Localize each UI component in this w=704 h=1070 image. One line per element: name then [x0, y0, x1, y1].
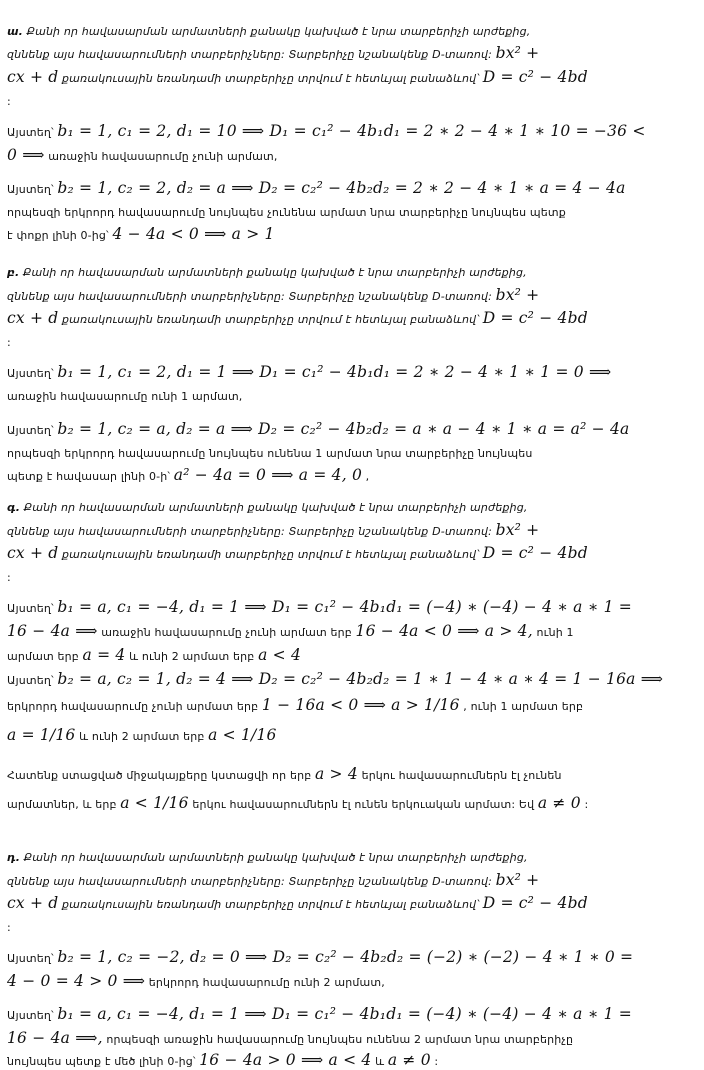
text-line [7, 568, 697, 586]
math-expression: a < 4 [258, 646, 302, 664]
text-segment: Այստեղ՝ [7, 126, 58, 139]
text-line [7, 146, 697, 165]
text-segment: երկու հավասարումներն էլ ունեն երկուական արմատ: Եվ [188, 798, 538, 811]
text-segment: երկրորդ հավասարումը չունի արմատ երբ [7, 700, 262, 713]
text-segment: Հատենք ստացված միջակայքերը կստացվի որ երբ [7, 769, 315, 782]
text-segment: , ունի 1 արմատ երբ [459, 700, 584, 713]
text-segment: զննենք այս հավասարումների տարբերիչները: Տարբերիչը նշանակենք D-տառով: [7, 875, 496, 888]
text-segment: Քանի որ հավասարման արմատների քանակը կախված է նրա տարբերիչի արժեքից, [20, 501, 528, 514]
text-line [7, 646, 697, 665]
section-label: դ. [7, 851, 21, 864]
text-line [7, 444, 697, 462]
text-line [7, 333, 697, 351]
text-segment: Քանի որ հավասարման արմատների քանակը կախված է նրա տարբերիչի արժեքից, [22, 25, 531, 38]
math-expression: b₁ = 1, c₁ = 2, d₁ = 1 ⟹ D₁ = c₁² − 4b₁d₁ = 2 ∗ 2 − 4 ∗ 1 ∗ 1 = 0 ⟹ [57, 363, 612, 381]
math-expression: b₂ = 1, c₂ = −2, d₂ = 0 ⟹ D₂ = c₂² − 4b₂d₂ = (−2) ∗ (−2) − 4 ∗ 1 ∗ 0 = [57, 948, 634, 966]
text-line [7, 225, 697, 244]
math-expression: bx² + [495, 871, 540, 889]
text-line [7, 286, 697, 305]
text-line [7, 622, 697, 641]
math-expression: a > 4 [314, 765, 358, 783]
math-expression: b₂ = a, c₂ = 1, d₂ = 4 ⟹ D₂ = c₂² − 4b₂d₂ = 1 ∗ 1 − 4 ∗ a ∗ 4 = 1 − 16a ⟹ [57, 670, 664, 688]
text-line [7, 68, 697, 87]
text-line [7, 44, 697, 63]
text-segment: երկու հավասարումներն էլ չունեն [357, 769, 562, 782]
math-expression: bx² + [495, 521, 540, 539]
text-segment: Այստեղ՝ [7, 602, 58, 615]
math-expression: a ≠ 0 [537, 794, 581, 812]
math-expression: 16 − 4a > 0 ⟹ a < 4 [199, 1051, 372, 1069]
math-expression: cx + d [7, 68, 59, 86]
text-line [7, 598, 697, 617]
text-segment: առաջին հավասարումը չունի արմատ, [44, 150, 278, 163]
text-segment: քառակուսային եռանդամի տարբերիչը տրվում է հետևյալ բանաձևով՝ [58, 898, 483, 911]
text-segment: Այստեղ՝ [7, 1009, 58, 1022]
text-segment: և [371, 1055, 388, 1068]
math-expression: D = c² − 4bd [482, 894, 588, 912]
math-expression: 1 − 16a < 0 ⟹ a > 1/16 [261, 696, 460, 714]
text-line [7, 22, 697, 40]
math-expression: cx + d [7, 894, 59, 912]
text-segment: : [430, 1055, 439, 1068]
text-segment: նույնպես պետք է մեծ լինի 0-ից՝ [7, 1055, 200, 1068]
math-expression: bx² + [495, 44, 540, 62]
text-line [7, 1029, 697, 1048]
text-segment: որպեսզի երկրորդ հավասարումը նույնպես չունենա արմատ նրա տարբերիչը նույնպես պետք [7, 206, 566, 219]
math-expression: 0 ⟹ [7, 146, 45, 164]
text-line [7, 670, 697, 689]
text-segment: քառակուսային եռանդամի տարբերիչը տրվում է հետևյալ բանաձևով՝ [58, 313, 483, 326]
section-label: գ. [7, 501, 21, 514]
text-segment: քառակուսային եռանդամի տարբերիչը տրվում է հետևյալ բանաձևով՝ [58, 72, 483, 85]
text-line [7, 179, 697, 198]
math-expression: b₁ = 1, c₁ = 2, d₁ = 10 ⟹ D₁ = c₁² − 4b₁d₁ = 2 ∗ 2 − 4 ∗ 1 ∗ 10 = −36 < [57, 122, 646, 140]
math-expression: b₁ = a, c₁ = −4, d₁ = 1 ⟹ D₁ = c₁² − 4b₁d₁ = (−4) ∗ (−4) − 4 ∗ a ∗ 1 = [57, 1005, 632, 1023]
text-line [7, 203, 697, 221]
math-expression: D = c² − 4bd [482, 544, 588, 562]
text-line [7, 871, 697, 890]
text-segment: պետք է հավասար լինի 0-ի՝ [7, 470, 174, 483]
math-expression: D = c² − 4bd [482, 309, 588, 327]
math-expression: 16 − 4a ⟹ [7, 622, 98, 640]
text-line [7, 309, 697, 328]
text-segment: զննենք այս հավասարումների տարբերիչները: Տարբերիչը նշանակենք D-տառով: [7, 48, 496, 61]
text-segment: զննենք այս հավասարումների տարբերիչները: Տարբերիչը նշանակենք D-տառով: [7, 525, 496, 538]
text-segment: և ունի 2 արմատ երբ [75, 730, 209, 743]
text-line [7, 498, 697, 516]
math-expression: b₁ = a, c₁ = −4, d₁ = 1 ⟹ D₁ = c₁² − 4b₁d₁ = (−4) ∗ (−4) − 4 ∗ a ∗ 1 = [57, 598, 632, 616]
text-line [7, 122, 697, 141]
text-line [7, 263, 697, 281]
text-line [7, 387, 697, 405]
text-line [7, 1051, 697, 1070]
math-expression: 4 − 4a < 0 ⟹ a > 1 [112, 225, 275, 243]
text-segment: արմատ երբ [7, 650, 83, 663]
math-expression: cx + d [7, 544, 59, 562]
text-line [7, 726, 697, 745]
text-line [7, 918, 697, 936]
text-segment: որպեսզի երկրորդ հավասարումը նույնպես ունենա 1 արմատ նրա տարբերիչը նույնպես [7, 447, 533, 460]
math-expression: cx + d [7, 309, 59, 327]
math-expression: bx² + [495, 286, 540, 304]
text-line [7, 420, 697, 439]
math-expression: 16 − 4a ⟹, [7, 1029, 103, 1047]
text-segment: : [7, 95, 11, 108]
text-line [7, 363, 697, 382]
text-line [7, 794, 697, 813]
text-line [7, 521, 697, 540]
math-expression: b₂ = 1, c₂ = 2, d₂ = a ⟹ D₂ = c₂² − 4b₂d₂ = 2 ∗ 2 − 4 ∗ 1 ∗ a = 4 − 4a [57, 179, 626, 197]
text-line [7, 92, 697, 110]
text-segment: ունի 1 [532, 626, 574, 639]
text-line [7, 1005, 697, 1024]
text-segment: : [7, 571, 11, 584]
section-label: ա. [7, 25, 23, 38]
text-segment: որպեսզի առաջին հավասարումը նույնպես ունենա 2 արմատ նրա տարբերիչը [102, 1033, 574, 1046]
math-expression: 16 − 4a < 0 ⟹ a > 4, [355, 622, 533, 640]
text-segment: Այստեղ՝ [7, 952, 58, 965]
text-line [7, 696, 697, 715]
math-expression: D = c² − 4bd [482, 68, 588, 86]
text-segment: Քանի որ հավասարման արմատների քանակը կախված է նրա տարբերիչի արժեքից, [20, 851, 528, 864]
text-segment: քառակուսային եռանդամի տարբերիչը տրվում է հետևյալ բանաձևով՝ [58, 548, 483, 561]
text-segment: Այստեղ՝ [7, 183, 58, 196]
text-line [7, 948, 697, 967]
math-expression: a < 1/16 [120, 794, 189, 812]
math-expression: 4 − 0 = 4 > 0 ⟹ [7, 972, 146, 990]
text-segment: Այստեղ՝ [7, 424, 58, 437]
math-expression: a = 4 [82, 646, 126, 664]
text-line [7, 765, 697, 784]
text-line [7, 544, 697, 563]
text-segment: Քանի որ հավասարման արմատների քանակը կախված է նրա տարբերիչի արժեքից, [19, 266, 527, 279]
math-expression: b₂ = 1, c₂ = a, d₂ = a ⟹ D₂ = c₂² − 4b₂d₂ = a ∗ a − 4 ∗ 1 ∗ a = a² − 4a [57, 420, 630, 438]
text-segment: : [7, 336, 11, 349]
text-segment: առաջին հավասարումը ունի 1 արմատ, [7, 390, 243, 403]
text-segment: է փոքր լինի 0-ից՝ [7, 229, 113, 242]
text-segment: երկրորդ հավասարումը ունի 2 արմատ, [145, 976, 385, 989]
text-segment: , [362, 470, 370, 483]
text-line [7, 972, 697, 991]
math-expression: a ≠ 0 [387, 1051, 431, 1069]
text-segment: : [7, 921, 11, 934]
math-expression: a = 1/16 [7, 726, 76, 744]
text-segment: Այստեղ՝ [7, 367, 58, 380]
text-segment: Այստեղ՝ [7, 674, 58, 687]
text-segment: արմատներ, և երբ [7, 798, 121, 811]
text-segment: : [580, 798, 589, 811]
math-expression: a² − 4a = 0 ⟹ a = 4, 0 [173, 466, 363, 484]
text-line [7, 848, 697, 866]
text-line [7, 894, 697, 913]
text-line [7, 466, 697, 485]
text-segment: առաջին հավասարումը չունի արմատ երբ [97, 626, 356, 639]
text-segment: զննենք այս հավասարումների տարբերիչները: Տարբերիչը նշանակենք D-տառով: [7, 290, 496, 303]
text-segment: և ունի 2 արմատ երբ [125, 650, 259, 663]
math-expression: a < 1/16 [208, 726, 277, 744]
section-label: բ. [7, 266, 20, 279]
